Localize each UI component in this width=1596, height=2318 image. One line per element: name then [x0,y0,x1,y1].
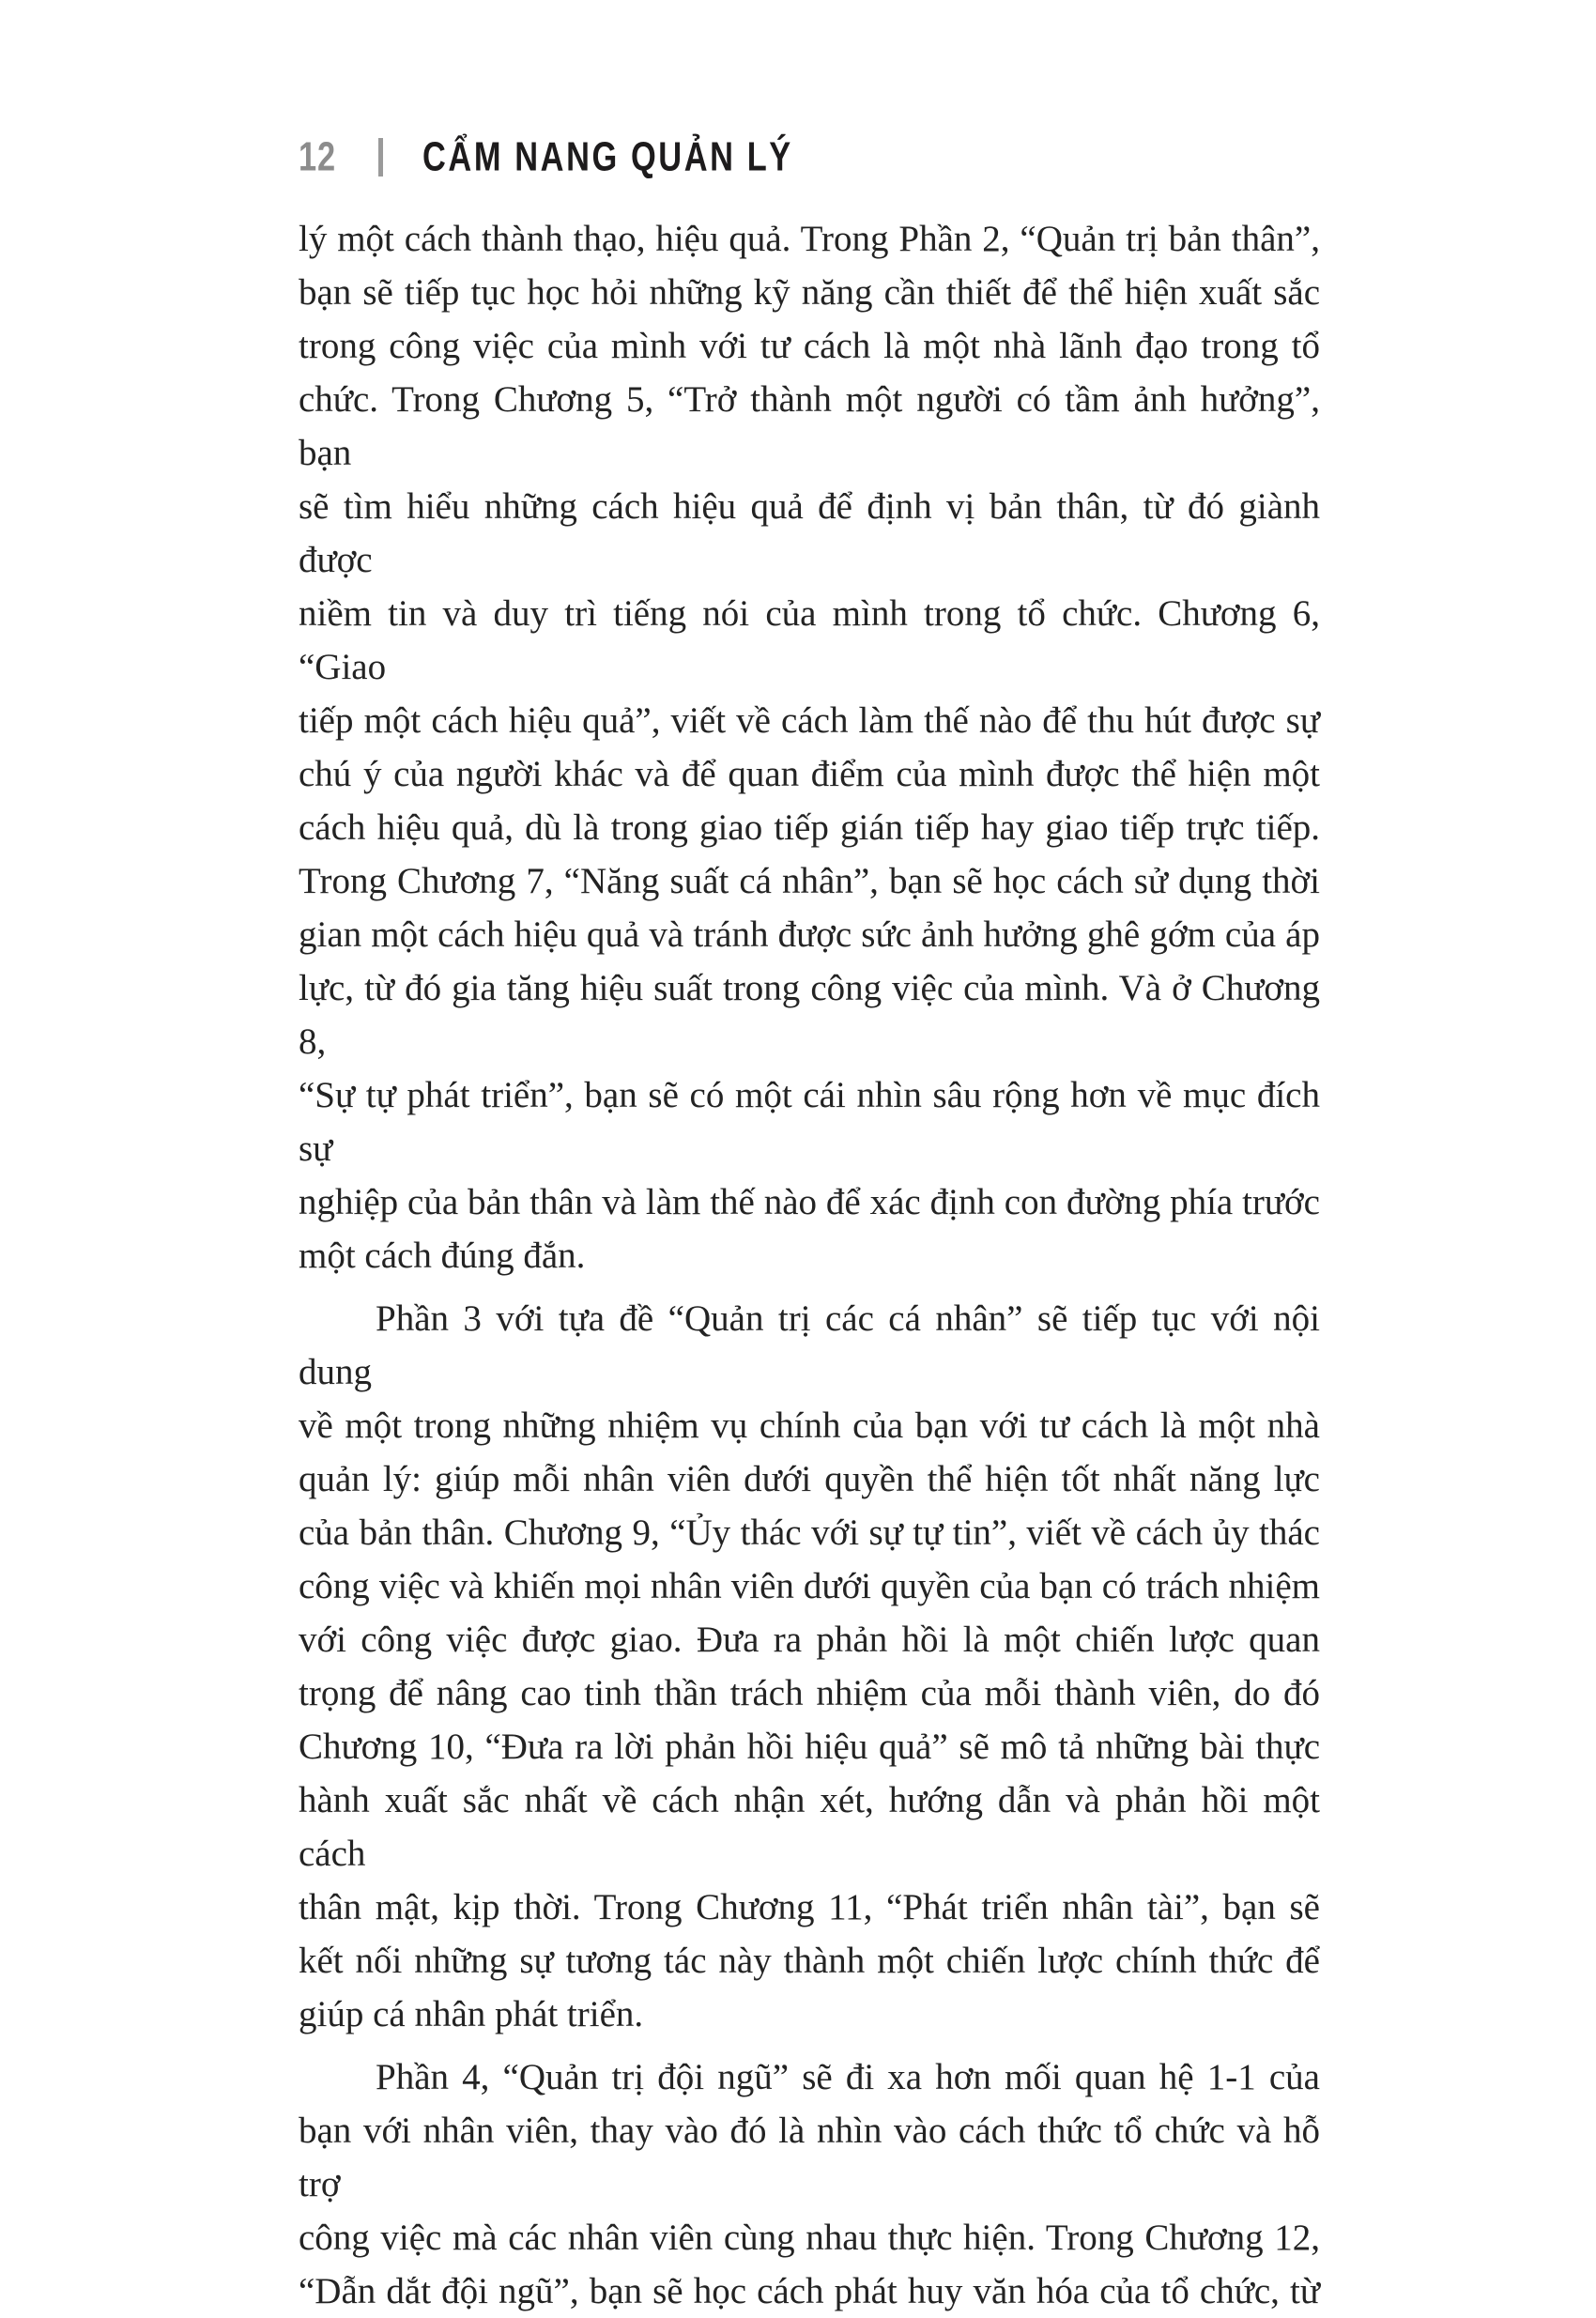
paragraph [299,1292,1320,2041]
text-line: với công việc được giao. Đưa ra phản hồi là một chiến lược quan [299,1620,1320,1660]
page-number: 12 [299,134,336,180]
text-line: niềm tin và duy trì tiếng nói của mình trong tổ chức. Chương 6, “Giao [299,593,1320,687]
text-line: bạn với nhân viên, thay vào đó là nhìn vào cách thức tổ chức và hỗ trợ [299,2111,1320,2204]
text-line: Trong Chương 7, “Năng suất cá nhân”, bạn sẽ học cách sử dụng thời [299,861,1320,901]
text-line: một cách đúng đắn. [299,1236,586,1276]
running-title: CẨM NANG QUẢN LÝ [422,134,793,180]
text-line: bạn sẽ tiếp tục học hỏi những kỹ năng cần thiết để thể hiện xuất sắc [299,272,1320,313]
text-line: kết nối những sự tương tác này thành một chiến lược chính thức để [299,1941,1320,1981]
body-text-column [299,212,1320,2318]
text-line: cách hiệu quả, dù là trong giao tiếp gián tiếp hay giao tiếp trực tiếp. [299,807,1320,848]
text-line: Phần 3 với tựa đề “Quản trị các cá nhân” sẽ tiếp tục với nội dung [299,1298,1320,1392]
text-line: giúp cá nhân phát triển. [299,1994,644,2034]
text-line: công việc và khiến mọi nhân viên dưới quyền của bạn có trách nhiệm [299,1566,1320,1606]
text-line: hành xuất sắc nhất về cách nhận xét, hướng dẫn và phản hồi một cách [299,1780,1320,1874]
text-line: Phần 4, “Quản trị đội ngũ” sẽ đi xa hơn mối quan hệ 1-1 của [376,2057,1320,2097]
paragraph [299,212,1320,1282]
text-line: thân mật, kịp thời. Trong Chương 11, “Phát triển nhân tài”, bạn sẽ [299,1887,1320,1927]
page-header [0,0,1596,188]
text-line: của bản thân. Chương 9, “Ủy thác với sự tự tin”, viết về cách ủy thác [299,1512,1320,1553]
text-line: sẽ tìm hiểu những cách hiệu quả để định vị bản thân, từ đó giành được [299,486,1320,580]
text-line: lý một cách thành thạo, hiệu quả. Trong Phần 2, “Quản trị bản thân”, [299,219,1320,259]
header-separator-bar [378,138,383,177]
text-line: quản lý: giúp mỗi nhân viên dưới quyền thể hiện tốt nhất năng lực [299,1459,1320,1499]
text-line: chú ý của người khác và để quan điểm của mình được thể hiện một [299,754,1320,794]
text-line: tiếp một cách hiệu quả”, viết về cách làm thế nào để thu hút được sự [299,700,1320,741]
text-line: trong công việc của mình với tư cách là một nhà lãnh đạo trong tổ [299,326,1320,366]
text-line: Chương 10, “Đưa ra lời phản hồi hiệu quả” sẽ mô tả những bài thực [299,1727,1320,1767]
text-line: về một trong những nhiệm vụ chính của bạn với tư cách là một nhà [299,1405,1320,1446]
text-line: chức. Trong Chương 5, “Trở thành một người có tầm ảnh hưởng”, bạn [299,379,1320,473]
text-line: lực, từ đó gia tăng hiệu suất trong công việc của mình. Và ở Chương 8, [299,968,1320,1062]
paragraph [299,2050,1320,2318]
text-line: công việc mà các nhân viên cùng nhau thực hiện. Trong Chương 12, [299,2218,1320,2258]
text-line: “Dẫn dắt đội ngũ”, bạn sẽ học cách phát huy văn hóa của tổ chức, từ [299,2271,1320,2311]
text-line: nghiệp của bản thân và làm thế nào để xác định con đường phía trước [299,1182,1320,1222]
text-line: gian một cách hiệu quả và tránh được sức ảnh hưởng ghê gớm của áp [299,914,1320,955]
text-line: trọng để nâng cao tinh thần trách nhiệm của mỗi thành viên, do đó [299,1673,1320,1713]
text-line: “Sự tự phát triển”, bạn sẽ có một cái nhìn sâu rộng hơn về mục đích sự [299,1075,1320,1169]
